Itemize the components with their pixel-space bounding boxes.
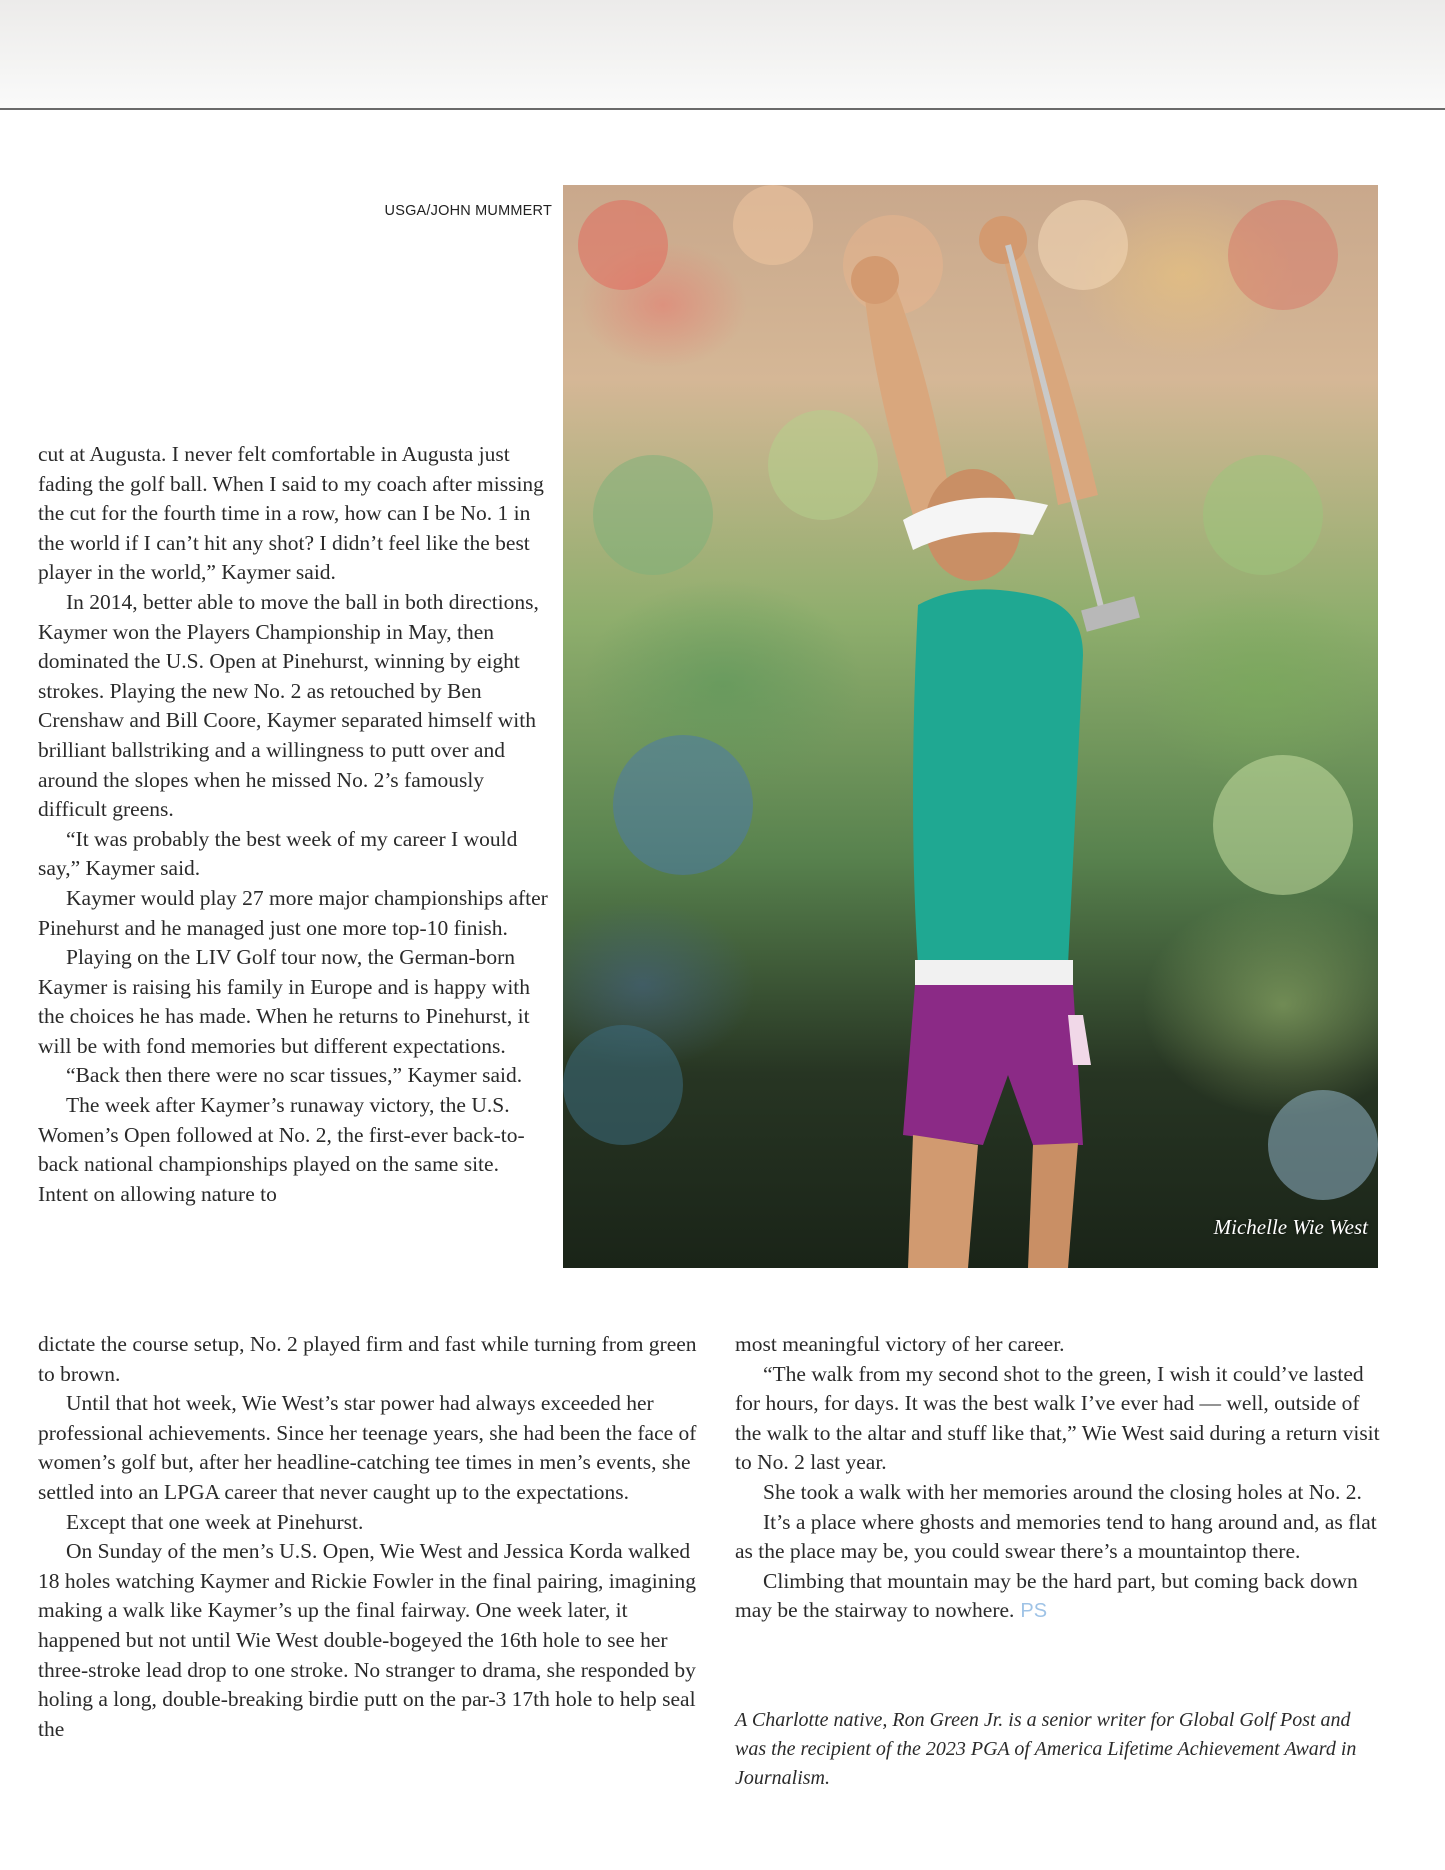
author-bio: A Charlotte native, Ron Green Jr. is a senior writer for Global Golf Post and was the recipient of the 2023 PGA of America Lifetime Achievement Award in Journalism.	[735, 1709, 1357, 1789]
photo-credit: USGA/JOHN MUMMERT	[384, 203, 552, 219]
paragraph: Kaymer would play 27 more major championships after Pinehurst and he managed just one more top-10 finish.	[38, 885, 548, 940]
paragraph: In 2014, better able to move the ball in both directions, Kaymer won the Players Championship in May, then dominated the U.S. Open at Pinehurst, winning by eight strokes. Playing the new No. 2 as retouched by Ben Crenshaw and Bill Coore, Kaymer separated himself with brilliant ballstriking and a willingness to putt over and around the slopes when he missed No. 2’s famously difficult greens.	[38, 589, 539, 822]
paragraph: “It was probably the best week of my career I would say,” Kaymer said.	[38, 826, 518, 881]
article-photo	[563, 185, 1378, 1268]
paragraph: Playing on the LIV Golf tour now, the German-born Kaymer is raising his family in Europe and is happy with the choices he has made. When he returns to Pinehurst, it will be with fond memories but different expectations.	[38, 945, 531, 1058]
paragraph: She took a walk with her memories around the closing holes at No. 2.	[763, 1479, 1362, 1504]
paragraph: dictate the course setup, No. 2 played firm and fast while turning from green to brown.	[38, 1332, 697, 1386]
page-top-margin	[0, 0, 1445, 108]
final-paragraph	[735, 1567, 1385, 1627]
paragraph: “The walk from my second shot to the green, I wish it could’ve lasted for hours, for days. It was the best walk I’ve ever had — well, outside of the walk to the altar and stuff like that,” Wie West said during a return visit to No. 2 last year.	[735, 1361, 1380, 1475]
paragraph: It’s a place where ghosts and memories tend to hang around and, as flat as the place may be, you could swear there’s a mountaintop there.	[735, 1509, 1377, 1564]
paragraph: Until that hot week, Wie West’s star power had always exceeded her professional achievements. Since her teenage years, she had been the face of women’s golf but, after her headline-catching tee times in men’s events, she settled into an LPGA career that never caught up to the expectations.	[38, 1391, 697, 1504]
article-column-right	[735, 1330, 1385, 1627]
paragraph: Except that one week at Pinehurst.	[66, 1509, 364, 1534]
article-column-left-top	[38, 440, 548, 1209]
paragraph: cut at Augusta. I never felt comfortable in Augusta just fading the golf ball. When I said to my coach after missing the cut for the fourth time in a row, how can I be No. 1 in the world if I can’t hit any shot? I didn’t feel like the best player in the world,” Kaymer said.	[38, 442, 544, 585]
article-column-left-bottom	[38, 1330, 698, 1744]
paragraph: most meaningful victory of her career.	[735, 1332, 1065, 1356]
paragraph-text: Climbing that mountain may be the hard part, but coming back down may be the stairway to nowhere.	[735, 1568, 1358, 1623]
paragraph: The week after Kaymer’s runaway victory, the U.S. Women’s Open followed at No. 2, the first-ever back-to-back national championships played on the same site. Intent on allowing nature to	[38, 1093, 525, 1206]
paragraph: On Sunday of the men’s U.S. Open, Wie West and Jessica Korda walked 18 holes watching Kaymer and Rickie Fowler in the final pairing, imagining making a walk like Kaymer’s up the final fairway. One week later, it happened but not until Wie West double-bogeyed the 16th hole to see her three-stroke lead drop to one stroke. No stranger to drama, she responded by holing a long, double-breaking birdie putt on the par-3 17th hole to help seal the	[38, 1539, 696, 1741]
paragraph: “Back then there were no scar tissues,” Kaymer said.	[66, 1063, 523, 1088]
golfer-illustration	[563, 185, 1378, 1268]
top-rule	[0, 108, 1445, 110]
end-mark: PS	[1020, 1600, 1048, 1623]
photo-caption: Michelle Wie West	[1213, 1215, 1368, 1239]
